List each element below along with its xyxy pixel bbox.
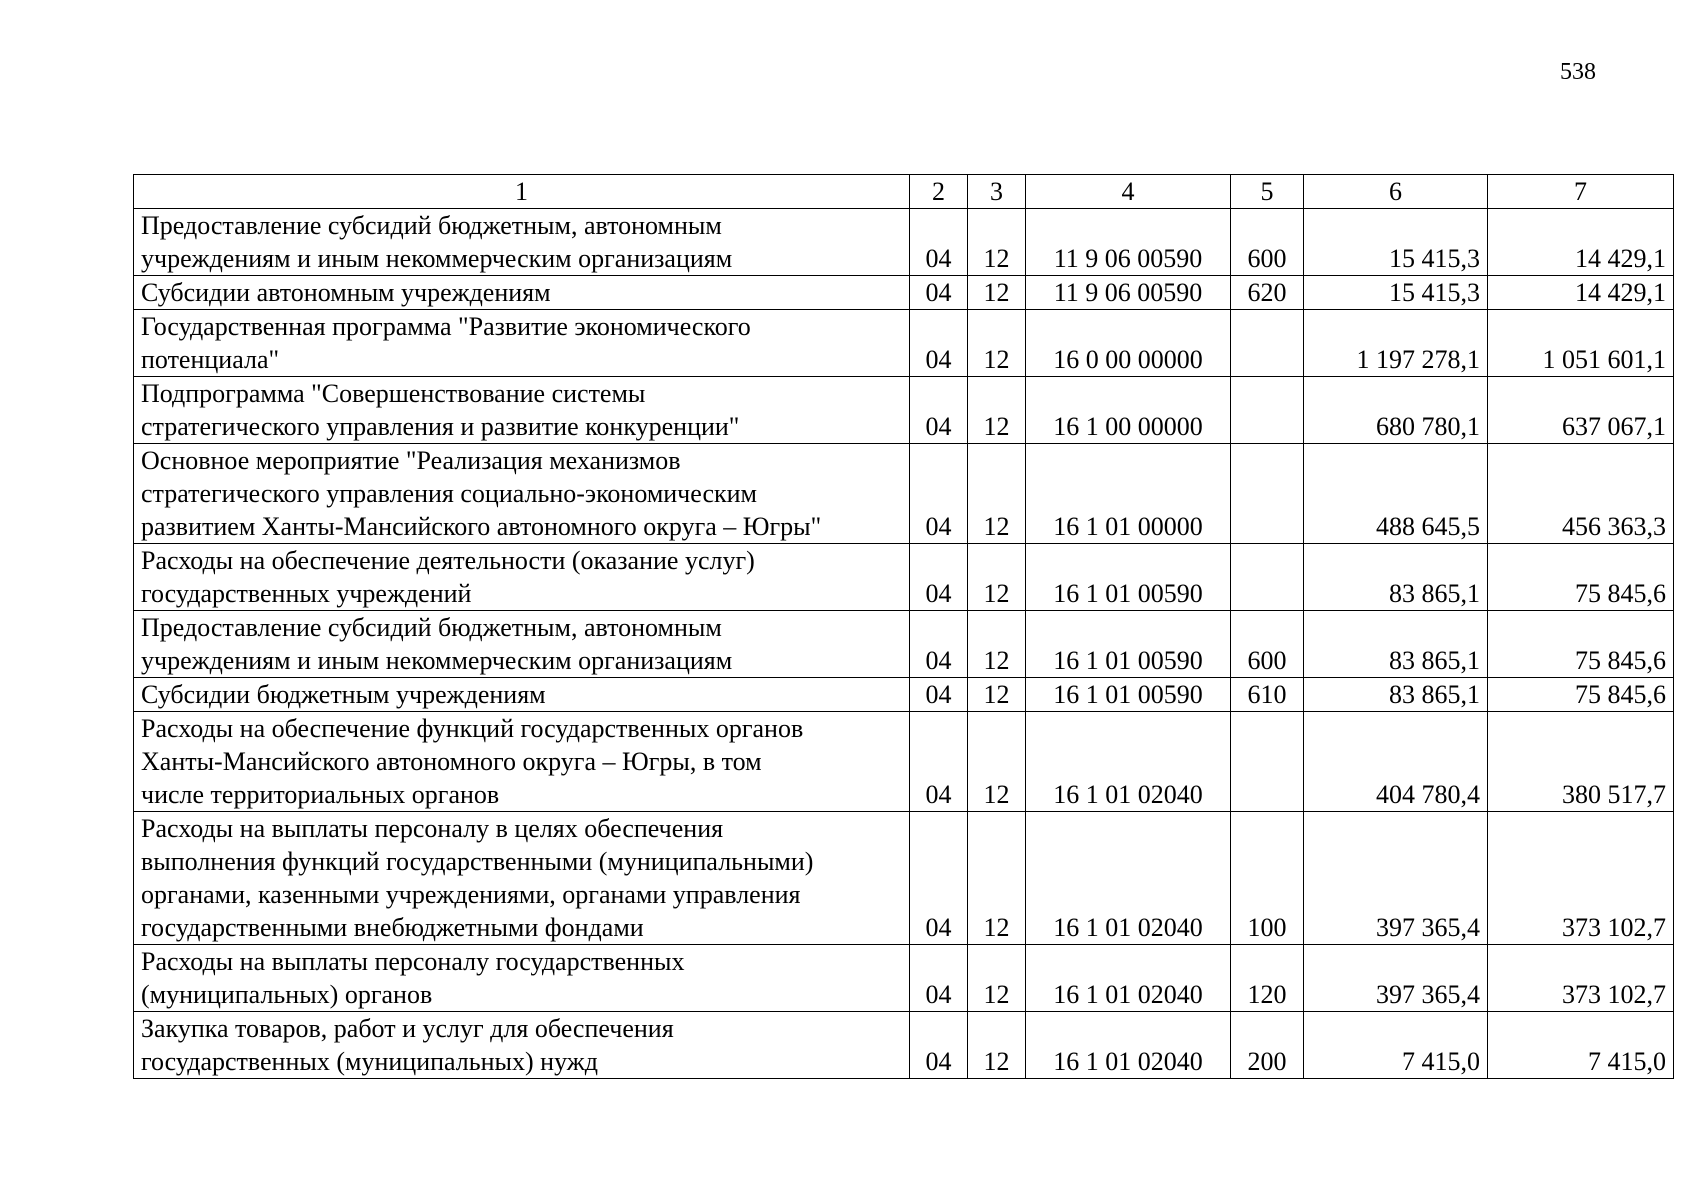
- row-amount-year-1: 83 865,1: [1304, 611, 1488, 678]
- row-amount-year-2: 75 845,6: [1488, 678, 1674, 712]
- table-row: [134, 678, 1674, 712]
- table-row: [134, 1012, 1674, 1079]
- row-expense-type: 100: [1231, 812, 1304, 945]
- row-target-code: 11 9 06 00590: [1026, 276, 1231, 310]
- row-target-code: 16 1 01 00000: [1026, 444, 1231, 544]
- header-col-6: 6: [1304, 175, 1488, 209]
- row-amount-year-1: 680 780,1: [1304, 377, 1488, 444]
- row-section: 04: [910, 209, 968, 276]
- row-section: 04: [910, 611, 968, 678]
- row-subsection: 12: [968, 611, 1026, 678]
- header-col-3: 3: [968, 175, 1026, 209]
- row-target-code: 16 1 01 00590: [1026, 611, 1231, 678]
- row-amount-year-1: 488 645,5: [1304, 444, 1488, 544]
- row-name: Закупка товаров, работ и услуг для обеспечения государственных (муниципальных) нужд: [134, 1012, 910, 1079]
- row-section: 04: [910, 712, 968, 812]
- row-amount-year-1: 397 365,4: [1304, 945, 1488, 1012]
- row-section: 04: [910, 310, 968, 377]
- row-expense-type: [1231, 712, 1304, 812]
- table-row: [134, 276, 1674, 310]
- row-amount-year-2: 75 845,6: [1488, 611, 1674, 678]
- table-row: [134, 209, 1674, 276]
- header-col-5: 5: [1231, 175, 1304, 209]
- row-amount-year-2: 456 363,3: [1488, 444, 1674, 544]
- table-row: [134, 945, 1674, 1012]
- row-section: 04: [910, 544, 968, 611]
- header-col-4: 4: [1026, 175, 1231, 209]
- table-body: [134, 209, 1674, 1079]
- row-expense-type: [1231, 377, 1304, 444]
- row-subsection: 12: [968, 444, 1026, 544]
- row-name: Расходы на обеспечение функций государственных органов Ханты-Мансийского автономного округа – Югры, в том числе территориальных органов: [134, 712, 910, 812]
- header-row: [134, 175, 1674, 209]
- header-col-1: 1: [134, 175, 910, 209]
- row-name: Подпрограмма "Совершенствование системы стратегического управления и развитие конкуренции": [134, 377, 910, 444]
- row-amount-year-2: 14 429,1: [1488, 209, 1674, 276]
- row-subsection: 12: [968, 310, 1026, 377]
- row-amount-year-2: 14 429,1: [1488, 276, 1674, 310]
- row-name: Расходы на обеспечение деятельности (оказание услуг) государственных учреждений: [134, 544, 910, 611]
- row-subsection: 12: [968, 377, 1026, 444]
- row-amount-year-1: 1 197 278,1: [1304, 310, 1488, 377]
- row-subsection: 12: [968, 712, 1026, 812]
- row-target-code: 16 1 01 02040: [1026, 1012, 1231, 1079]
- row-amount-year-2: 373 102,7: [1488, 945, 1674, 1012]
- row-section: 04: [910, 945, 968, 1012]
- page-number: 538: [1560, 59, 1596, 85]
- row-name: Предоставление субсидий бюджетным, автономным учреждениям и иным некоммерческим организациям: [134, 611, 910, 678]
- row-expense-type: 600: [1231, 611, 1304, 678]
- row-subsection: 12: [968, 209, 1026, 276]
- row-subsection: 12: [968, 812, 1026, 945]
- row-section: 04: [910, 812, 968, 945]
- row-expense-type: 120: [1231, 945, 1304, 1012]
- row-section: 04: [910, 444, 968, 544]
- header-col-7: 7: [1488, 175, 1674, 209]
- table-row: [134, 812, 1674, 945]
- row-name: Расходы на выплаты персоналу государственных (муниципальных) органов: [134, 945, 910, 1012]
- row-subsection: 12: [968, 678, 1026, 712]
- table-row: [134, 611, 1674, 678]
- row-subsection: 12: [968, 544, 1026, 611]
- row-amount-year-2: 373 102,7: [1488, 812, 1674, 945]
- row-name: Субсидии бюджетным учреждениям: [134, 678, 910, 712]
- table-row: [134, 377, 1674, 444]
- row-amount-year-1: 397 365,4: [1304, 812, 1488, 945]
- row-expense-type: [1231, 310, 1304, 377]
- table-row: [134, 310, 1674, 377]
- row-expense-type: 620: [1231, 276, 1304, 310]
- row-name: Основное мероприятие "Реализация механизмов стратегического управления социально-экономическим развитием Ханты-Мансийского автономного округа – Югры": [134, 444, 910, 544]
- row-name: Расходы на выплаты персоналу в целях обеспечения выполнения функций государственными (муниципальными) органами, казенными учреждениями, органами управления государственными внебюджетными фондами: [134, 812, 910, 945]
- row-expense-type: 610: [1231, 678, 1304, 712]
- table-row: [134, 444, 1674, 544]
- row-name: Государственная программа "Развитие экономического потенциала": [134, 310, 910, 377]
- row-amount-year-2: 7 415,0: [1488, 1012, 1674, 1079]
- budget-table: [133, 174, 1674, 1079]
- row-target-code: 16 1 01 00590: [1026, 544, 1231, 611]
- row-section: 04: [910, 1012, 968, 1079]
- row-amount-year-2: 75 845,6: [1488, 544, 1674, 611]
- row-section: 04: [910, 678, 968, 712]
- table-row: [134, 712, 1674, 812]
- row-subsection: 12: [968, 945, 1026, 1012]
- row-name: Предоставление субсидий бюджетным, автономным учреждениям и иным некоммерческим организациям: [134, 209, 910, 276]
- row-expense-type: 200: [1231, 1012, 1304, 1079]
- table-row: [134, 544, 1674, 611]
- row-amount-year-1: 7 415,0: [1304, 1012, 1488, 1079]
- row-expense-type: 600: [1231, 209, 1304, 276]
- row-target-code: 16 1 01 00590: [1026, 678, 1231, 712]
- row-amount-year-2: 1 051 601,1: [1488, 310, 1674, 377]
- row-amount-year-1: 15 415,3: [1304, 209, 1488, 276]
- row-name: Субсидии автономным учреждениям: [134, 276, 910, 310]
- row-amount-year-1: 83 865,1: [1304, 678, 1488, 712]
- row-subsection: 12: [968, 1012, 1026, 1079]
- row-target-code: 16 1 01 02040: [1026, 945, 1231, 1012]
- row-expense-type: [1231, 444, 1304, 544]
- row-target-code: 16 1 01 02040: [1026, 812, 1231, 945]
- row-section: 04: [910, 377, 968, 444]
- row-target-code: 11 9 06 00590: [1026, 209, 1231, 276]
- row-target-code: 16 1 01 02040: [1026, 712, 1231, 812]
- row-expense-type: [1231, 544, 1304, 611]
- row-amount-year-2: 380 517,7: [1488, 712, 1674, 812]
- row-target-code: 16 1 00 00000: [1026, 377, 1231, 444]
- row-amount-year-1: 404 780,4: [1304, 712, 1488, 812]
- row-target-code: 16 0 00 00000: [1026, 310, 1231, 377]
- row-amount-year-1: 15 415,3: [1304, 276, 1488, 310]
- header-col-2: 2: [910, 175, 968, 209]
- row-amount-year-2: 637 067,1: [1488, 377, 1674, 444]
- row-amount-year-1: 83 865,1: [1304, 544, 1488, 611]
- row-section: 04: [910, 276, 968, 310]
- row-subsection: 12: [968, 276, 1026, 310]
